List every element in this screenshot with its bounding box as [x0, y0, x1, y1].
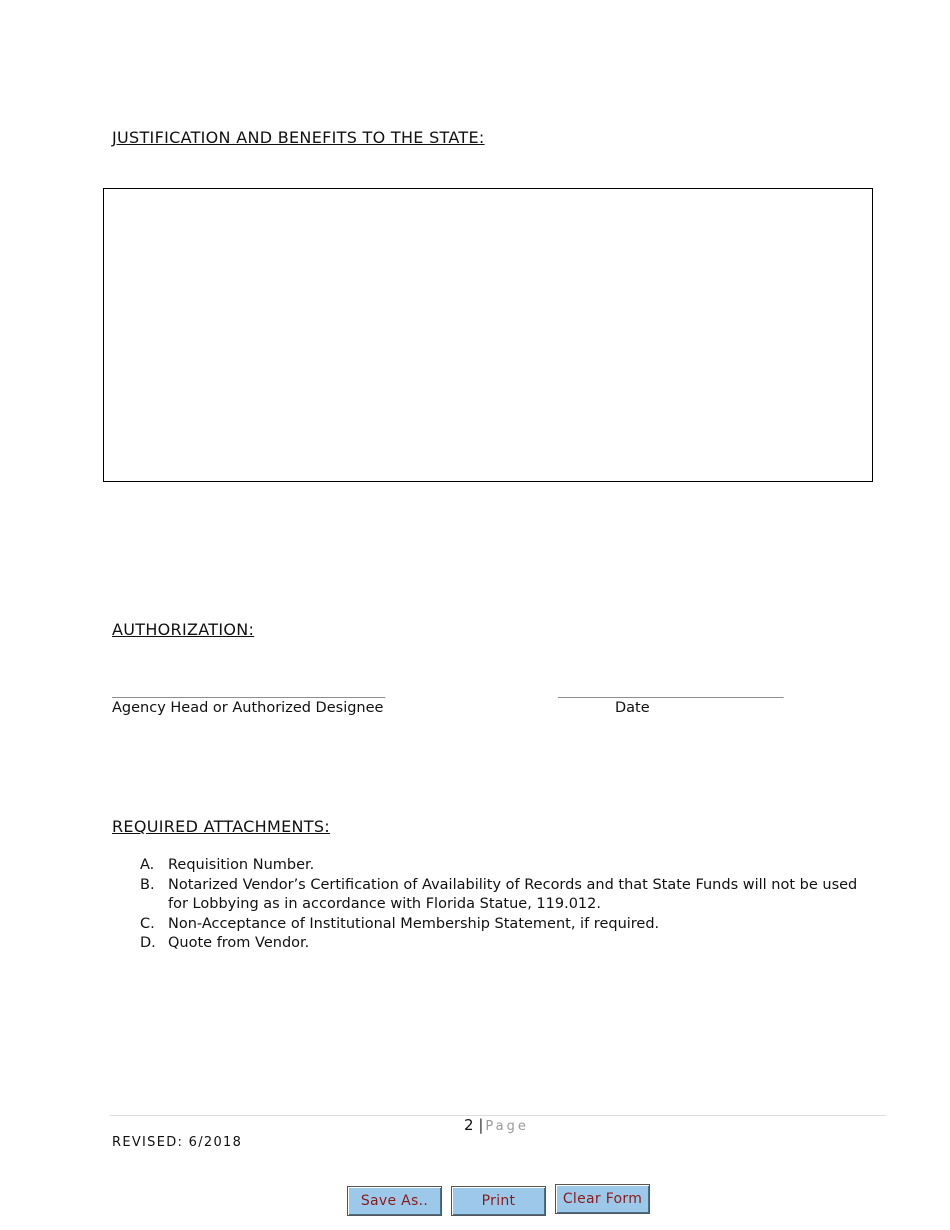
page-separator: | [478, 1116, 484, 1134]
revised-date: REVISED: 6/2018 [112, 1135, 243, 1150]
signature-label: Agency Head or Authorized Designee [112, 700, 384, 716]
attachment-text: Requisition Number. [168, 857, 315, 873]
clear-form-button[interactable]: Clear Form [555, 1184, 650, 1214]
authorization-heading: AUTHORIZATION: [112, 620, 255, 639]
attachment-text: Non-Acceptance of Institutional Membership Statement, if required. [168, 915, 660, 932]
page-word: Page [485, 1119, 529, 1134]
attachment-item [140, 876, 870, 915]
page-number [464, 1116, 529, 1134]
attachments-list [140, 856, 870, 954]
page-number-value: 2 [464, 1116, 474, 1134]
attachment-item [140, 856, 870, 876]
attachment-letter: D. [140, 935, 156, 951]
date-label: Date [615, 700, 650, 716]
attachment-letter: C. [140, 915, 155, 932]
date-line: _________________________________ [558, 684, 784, 698]
justification-text-field[interactable] [103, 188, 873, 482]
signature-line: ________________________________________ [112, 684, 385, 698]
attachment-letter: B. [140, 876, 155, 893]
attachment-letter: A. [140, 857, 155, 873]
attachment-text: Quote from Vendor. [168, 935, 310, 951]
attachment-item [140, 915, 870, 935]
attachment-item [140, 934, 870, 954]
justification-heading: JUSTIFICATION AND BENEFITS TO THE STATE: [112, 128, 485, 147]
attachment-text: Notarized Vendor’s Certification of Availability of Records and that State Funds will not be used for Lobbying as in accordance with Florida Statue, 119.012. [168, 876, 858, 912]
required-attachments-heading: REQUIRED ATTACHMENTS: [112, 817, 330, 836]
save-as-button[interactable]: Save As.. [347, 1186, 442, 1216]
print-button[interactable]: Print [451, 1186, 546, 1216]
